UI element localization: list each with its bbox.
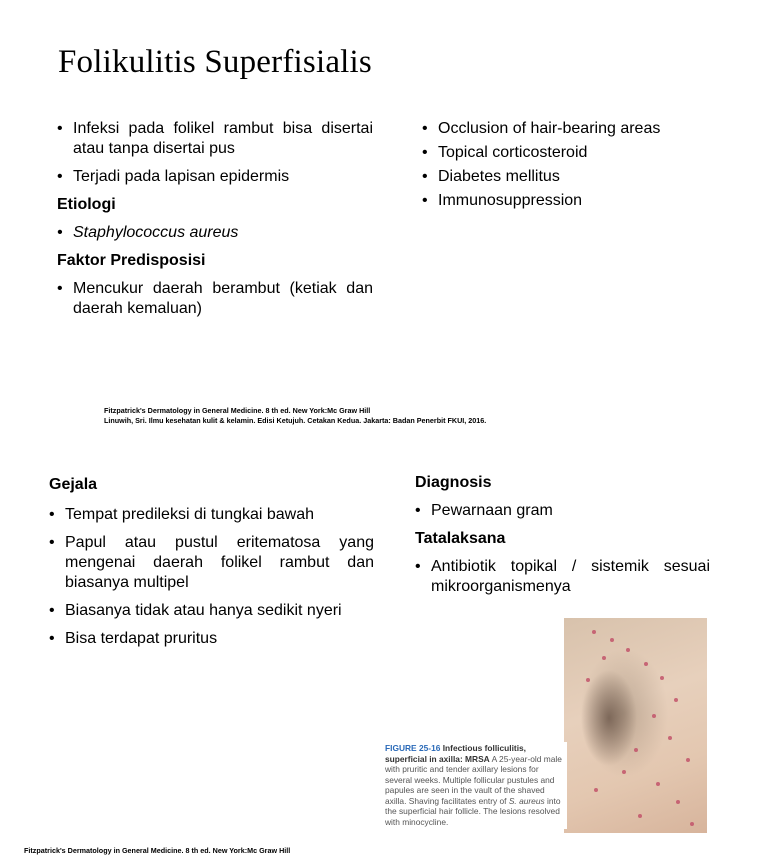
gejala-heading: Gejala: [49, 476, 98, 493]
reference-line: Fitzpatrick's Dermatology in General Medicine. 8 th ed. New York:Mc Graw Hill: [24, 846, 291, 855]
list-item: • Diabetes mellitus: [422, 167, 722, 187]
faktor-heading: Faktor Predisposisi: [57, 252, 206, 269]
figure-label: FIGURE 25-16: [385, 743, 441, 753]
organism-name: Staphylococcus aureus: [73, 224, 239, 241]
figure-text: into the superficial hair follicle. The lesions resolved with minocycline.: [385, 795, 561, 827]
reference-line: Linuwih, Sri. Ilmu kesehatan kulit & kelamin. Edisi Ketujuh. Cetakan Kedua. Jakarta: Badan Penerbit FKUI, 2016.: [104, 416, 487, 425]
list-item: • Occlusion of hair-bearing areas: [422, 119, 722, 139]
list-item: • Papul atau pustul eritematosa yang mengenai daerah folikel rambut dan biasanya multipel: [49, 533, 374, 593]
reference-line: Fitzpatrick's Dermatology in General Medicine. 8 th ed. New York:Mc Graw Hill: [104, 406, 371, 415]
diagnosis-list: [415, 501, 710, 521]
gejala-list: [49, 505, 374, 649]
figure-title: Infectious folliculitis, superficial in axilla: MRSA: [385, 743, 527, 764]
gejala-column: [49, 475, 374, 649]
figure-text-italic: S. aureus: [508, 795, 545, 806]
figure-caption: [385, 742, 567, 829]
list-item: • Terjadi pada lapisan epidermis: [57, 167, 373, 187]
list-item: • Infeksi pada folikel rambut bisa disertai atau tanpa disertai pus: [57, 119, 373, 159]
right-column: [422, 119, 722, 211]
tatalaksana-list: [415, 557, 710, 597]
left-column: [57, 119, 373, 319]
list-item: [57, 223, 373, 243]
risk-factor-list: [422, 119, 722, 211]
references: [104, 406, 486, 426]
list-item: • Antibiotik topikal / sistemik sesuai mikroorganismenya: [415, 557, 710, 597]
slide-title: Folikulitis Superfisialis: [58, 44, 372, 80]
list-item: • Pewarnaan gram: [415, 501, 710, 521]
list-item: • Mencukur daerah berambut (ketiak dan daerah kemaluan): [57, 279, 373, 319]
faktor-list: [57, 279, 373, 319]
list-item: • Bisa terdapat pruritus: [49, 629, 374, 649]
diagnosis-column: [415, 473, 710, 597]
axilla-photo: [564, 618, 707, 833]
diagnosis-heading: Diagnosis: [415, 474, 492, 491]
list-item: • Topical corticosteroid: [422, 143, 722, 163]
list-item: • Immunosuppression: [422, 191, 722, 211]
figure-text: A 25-year-old male with pruritic and tender axillary lesions for several weeks. Multiple follicular pustules and papules are seen in the vault of the shaved axilla. Shaving facilitates entry of: [385, 753, 562, 806]
intro-list: [57, 119, 373, 187]
etiologi-heading: Etiologi: [57, 196, 116, 213]
list-item: • Tempat predileksi di tungkai bawah: [49, 505, 374, 525]
tatalaksana-heading: Tatalaksana: [415, 530, 506, 547]
list-item: • Biasanya tidak atau hanya sedikit nyeri: [49, 601, 374, 621]
etiologi-list: [57, 223, 373, 243]
